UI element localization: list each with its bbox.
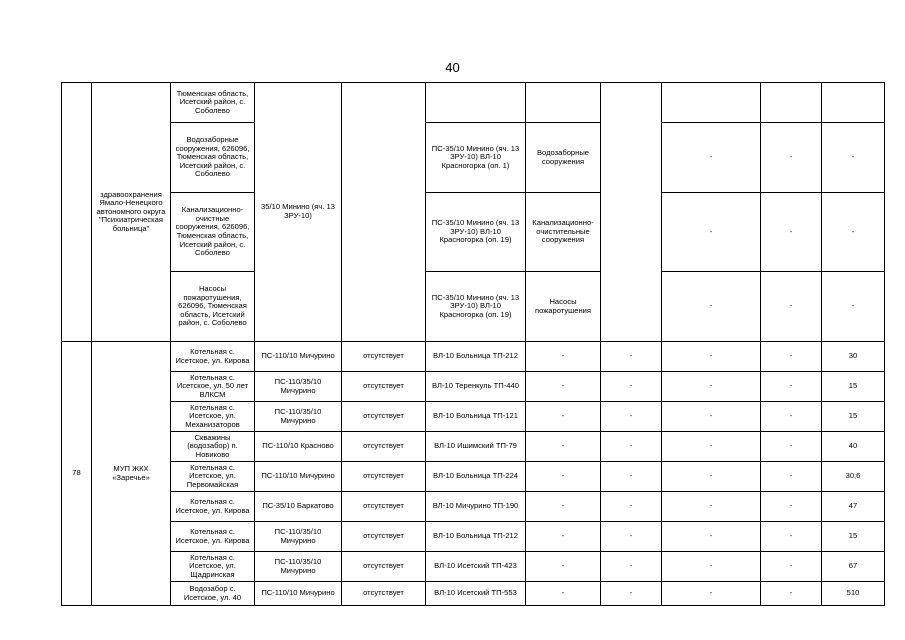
column-5-cell: - xyxy=(526,462,601,492)
object-cell: Котельная с. Исетское, ул. Щадринская xyxy=(171,552,255,582)
column-9-cell: 30,6 xyxy=(822,462,885,492)
column-9-cell: 47 xyxy=(822,492,885,522)
line-cell: ВЛ-10 Больница ТП-212 xyxy=(426,522,526,552)
column-8-cell: - xyxy=(761,372,822,402)
substation-cell: ПС-110/10 Мичурино xyxy=(255,582,342,606)
column-8-cell: - xyxy=(761,123,822,193)
reserve-cell: отсутствует xyxy=(342,522,426,552)
column-9-cell xyxy=(822,83,885,123)
column-5-cell: - xyxy=(526,582,601,606)
column-8-cell: - xyxy=(761,522,822,552)
column-6-cell: - xyxy=(601,552,662,582)
column-9-cell: - xyxy=(822,123,885,193)
column-9-cell: 15 xyxy=(822,372,885,402)
column-7-cell: - xyxy=(662,432,761,462)
substation-cell: ПС-110/35/10 Мичурино xyxy=(255,552,342,582)
line-cell: ВЛ-10 Исетский ТП-423 xyxy=(426,552,526,582)
column-6-cell: - xyxy=(601,522,662,552)
table-row xyxy=(62,432,885,462)
column-7-cell: - xyxy=(662,402,761,432)
column-5-cell: - xyxy=(526,342,601,372)
column-6-cell: - xyxy=(601,462,662,492)
consumers-table xyxy=(61,82,885,606)
substation-cell: ПС-110/35/10 Мичурино xyxy=(255,372,342,402)
table-row xyxy=(62,83,885,123)
column-9-cell: 40 xyxy=(822,432,885,462)
table-row xyxy=(62,582,885,606)
reserve-cell: отсутствует xyxy=(342,432,426,462)
column-8-cell: - xyxy=(761,193,822,272)
column-6-cell: - xyxy=(601,432,662,462)
object-cell: Скважины (водозабор) п. Новиково xyxy=(171,432,255,462)
column-7-cell: - xyxy=(662,372,761,402)
column-7-cell: - xyxy=(662,492,761,522)
column-8-cell: - xyxy=(761,432,822,462)
column-7-cell xyxy=(662,83,761,123)
column-8-cell: - xyxy=(761,582,822,606)
line-cell: ВЛ-10 Мичурино ТП-190 xyxy=(426,492,526,522)
line-cell: ПС-35/10 Минино (яч. 13 ЗРУ-10) ВЛ-10 Красногорка (оп. 19) xyxy=(426,272,526,342)
column-7-cell: - xyxy=(662,552,761,582)
line-cell: ПС-35/10 Минино (яч. 13 ЗРУ-10) ВЛ-10 Красногорка (оп. 1) xyxy=(426,123,526,193)
object-cell: Водозабор с. Исетское, ул. 40 xyxy=(171,582,255,606)
line-cell: ВЛ-10 Исетский ТП-553 xyxy=(426,582,526,606)
column-7-cell: - xyxy=(662,193,761,272)
table-row xyxy=(62,123,885,193)
object-cell: Тюменская область, Исетский район, с. Соболево xyxy=(171,83,255,123)
row-number-cell xyxy=(62,83,92,342)
column-7-cell: - xyxy=(662,582,761,606)
column-8-cell: - xyxy=(761,462,822,492)
reserve-cell: отсутствует xyxy=(342,552,426,582)
column-6-cell xyxy=(601,83,662,342)
table-row xyxy=(62,193,885,272)
column-9-cell: 30 xyxy=(822,342,885,372)
column-7-cell: - xyxy=(662,522,761,552)
column-8-cell: - xyxy=(761,552,822,582)
page-number: 40 xyxy=(445,60,460,75)
object-cell: Котельная с. Исетское, ул. Первомайская xyxy=(171,462,255,492)
object-cell: Канализационно-очистные сооружения, 626096, Тюменская область, Исетский район, с. Соболево xyxy=(171,193,255,272)
line-cell: ВЛ-10 Теренкуль ТП-440 xyxy=(426,372,526,402)
substation-cell: ПС-110/35/10 Мичурино xyxy=(255,402,342,432)
column-6-cell: - xyxy=(601,582,662,606)
line-cell: ВЛ-10 Больница ТП-121 xyxy=(426,402,526,432)
table-row xyxy=(62,372,885,402)
org-name-cell: МУП ЖКХ «Заречье» xyxy=(92,342,171,606)
column-5-cell: - xyxy=(526,492,601,522)
column-6-cell: - xyxy=(601,342,662,372)
reserve-cell: отсутствует xyxy=(342,402,426,432)
line-cell: ВЛ-10 Ишимский ТП-79 xyxy=(426,432,526,462)
column-7-cell: - xyxy=(662,342,761,372)
reserve-cell: отсутствует xyxy=(342,372,426,402)
table-row xyxy=(62,522,885,552)
column-6-cell: - xyxy=(601,492,662,522)
object-cell: Котельная с. Исетское, ул. Механизаторов xyxy=(171,402,255,432)
column-5-cell: - xyxy=(526,552,601,582)
substation-cell: ПС-110/10 Красново xyxy=(255,432,342,462)
column-8-cell: - xyxy=(761,492,822,522)
column-6-cell: - xyxy=(601,402,662,432)
table-row xyxy=(62,272,885,342)
column-9-cell: 67 xyxy=(822,552,885,582)
org-name-cell: здравоохранения Ямало-Ненецкого автономного округа "Психиатрическая больница" xyxy=(92,83,171,342)
object-cell: Насосы пожаротушения, 626096, Тюменская область, Исетский район, с. Соболево xyxy=(171,272,255,342)
reserve-cell: отсутствует xyxy=(342,582,426,606)
column-9-cell: 15 xyxy=(822,402,885,432)
table-row xyxy=(62,462,885,492)
purpose-cell xyxy=(526,83,601,123)
substation-cell: 35/10 Минино (яч. 13 ЗРУ-10) xyxy=(255,83,342,342)
object-cell: Котельная с. Исетское, ул. 50 лет ВЛКСМ xyxy=(171,372,255,402)
line-cell: ВЛ-10 Больница ТП-224 xyxy=(426,462,526,492)
table-row xyxy=(62,552,885,582)
column-5-cell: - xyxy=(526,402,601,432)
column-5-cell: - xyxy=(526,372,601,402)
column-7-cell: - xyxy=(662,462,761,492)
column-5-cell: - xyxy=(526,522,601,552)
column-6-cell: - xyxy=(601,372,662,402)
line-cell: ПС-35/10 Минино (яч. 13 ЗРУ-10) ВЛ-10 Красногорка (оп. 19) xyxy=(426,193,526,272)
purpose-cell: Насосы пожаротушения xyxy=(526,272,601,342)
column-5-cell: - xyxy=(526,432,601,462)
table-row xyxy=(62,492,885,522)
table-row xyxy=(62,342,885,372)
object-cell: Котельная с. Исетское, ул. Кирова xyxy=(171,522,255,552)
column-8-cell: - xyxy=(761,342,822,372)
column-9-cell: - xyxy=(822,193,885,272)
purpose-cell: Канализационно-очистительные сооружения xyxy=(526,193,601,272)
purpose-cell: Водозаборные сооружения xyxy=(526,123,601,193)
column-8-cell: - xyxy=(761,402,822,432)
table-row xyxy=(62,402,885,432)
substation-cell: ПС-110/35/10 Мичурино xyxy=(255,522,342,552)
column-9-cell: 510 xyxy=(822,582,885,606)
reserve-cell: отсутствует xyxy=(342,492,426,522)
column-9-cell: - xyxy=(822,272,885,342)
object-cell: Котельная с. Исетское, ул. Кирова xyxy=(171,492,255,522)
substation-cell: ПС-110/10 Мичурино xyxy=(255,342,342,372)
substation-cell: ПС-110/10 Мичурино xyxy=(255,462,342,492)
column-7-cell: - xyxy=(662,272,761,342)
reserve-cell xyxy=(342,83,426,342)
column-8-cell xyxy=(761,83,822,123)
substation-cell: ПС-35/10 Баркатово xyxy=(255,492,342,522)
object-cell: Водозаборные сооружения, 626096, Тюменская область, Исетский район, с. Соболево xyxy=(171,123,255,193)
line-cell xyxy=(426,83,526,123)
line-cell: ВЛ-10 Больница ТП-212 xyxy=(426,342,526,372)
reserve-cell: отсутствует xyxy=(342,342,426,372)
row-number-cell: 78 xyxy=(62,342,92,606)
column-7-cell: - xyxy=(662,123,761,193)
reserve-cell: отсутствует xyxy=(342,462,426,492)
column-9-cell: 15 xyxy=(822,522,885,552)
object-cell: Котельная с. Исетское, ул. Кирова xyxy=(171,342,255,372)
column-8-cell: - xyxy=(761,272,822,342)
